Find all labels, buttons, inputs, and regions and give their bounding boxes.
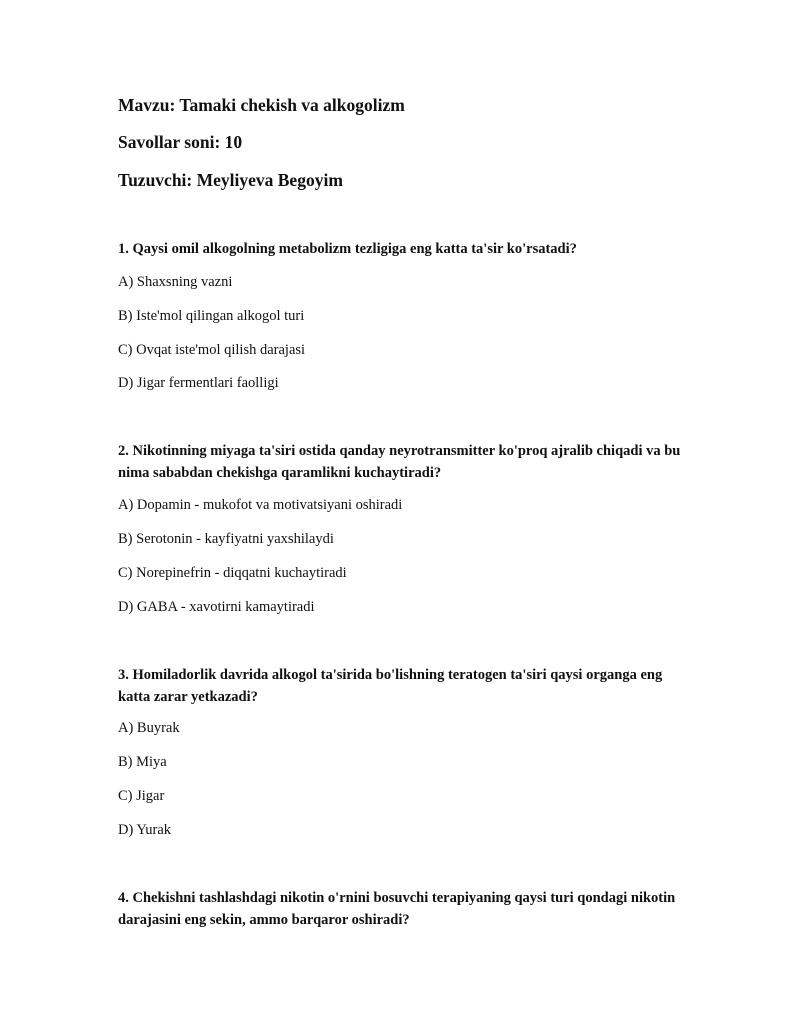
question-2-option-c: C) Norepinefrin - diqqatni kuchaytiradi — [118, 565, 347, 581]
question-1-option-d: D) Jigar fermentlari faolligi — [118, 375, 279, 391]
question-1-option-b: B) Iste'mol qilingan alkogol turi — [118, 308, 305, 324]
question-2-text: 2. Nikotinning miyaga ta'siri ostida qanday neyrotransmitter ko'proq ajralib chiqadi va bu nima sababdan chekishga qaramlikni kuchaytiradi? — [118, 443, 681, 481]
question-3-option-a: A) Buyrak — [118, 720, 180, 736]
question-1-option-a: A) Shaxsning vazni — [118, 274, 233, 290]
question-3-text: 3. Homiladorlik davrida alkogol ta'sirida bo'lishning teratogen ta'siri qaysi organga eng katta zarar yetkazadi? — [118, 667, 663, 705]
question-1-option-c: C) Ovqat iste'mol qilish darajasi — [118, 342, 306, 358]
question-2-option-b: B) Serotonin - kayfiyatni yaxshilaydi — [118, 531, 334, 547]
topic-heading: Mavzu: Tamaki chekish va alkogolizm — [118, 95, 405, 115]
question-2-option-a: A) Dopamin - mukofot va motivatsiyani oshiradi — [118, 497, 403, 513]
question-3-option-d: D) Yurak — [118, 822, 172, 838]
question-count-heading: Savollar soni: 10 — [118, 132, 243, 152]
question-2-option-d: D) GABA - xavotirni kamaytiradi — [118, 599, 315, 615]
question-3-option-c: C) Jigar — [118, 788, 165, 804]
question-4-text: 4. Chekishni tashlashdagi nikotin o'rnini bosuvchi terapiyaning qaysi turi qondagi nikotin darajasini eng sekin, ammo barqaror oshiradi? — [118, 890, 676, 928]
question-3-option-b: B) Miya — [118, 754, 167, 770]
author-heading: Tuzuvchi: Meyliyeva Begoyim — [118, 170, 343, 190]
question-1-text: 1. Qaysi omil alkogolning metabolizm tezligiga eng katta ta'sir ko'rsatadi? — [118, 241, 577, 257]
